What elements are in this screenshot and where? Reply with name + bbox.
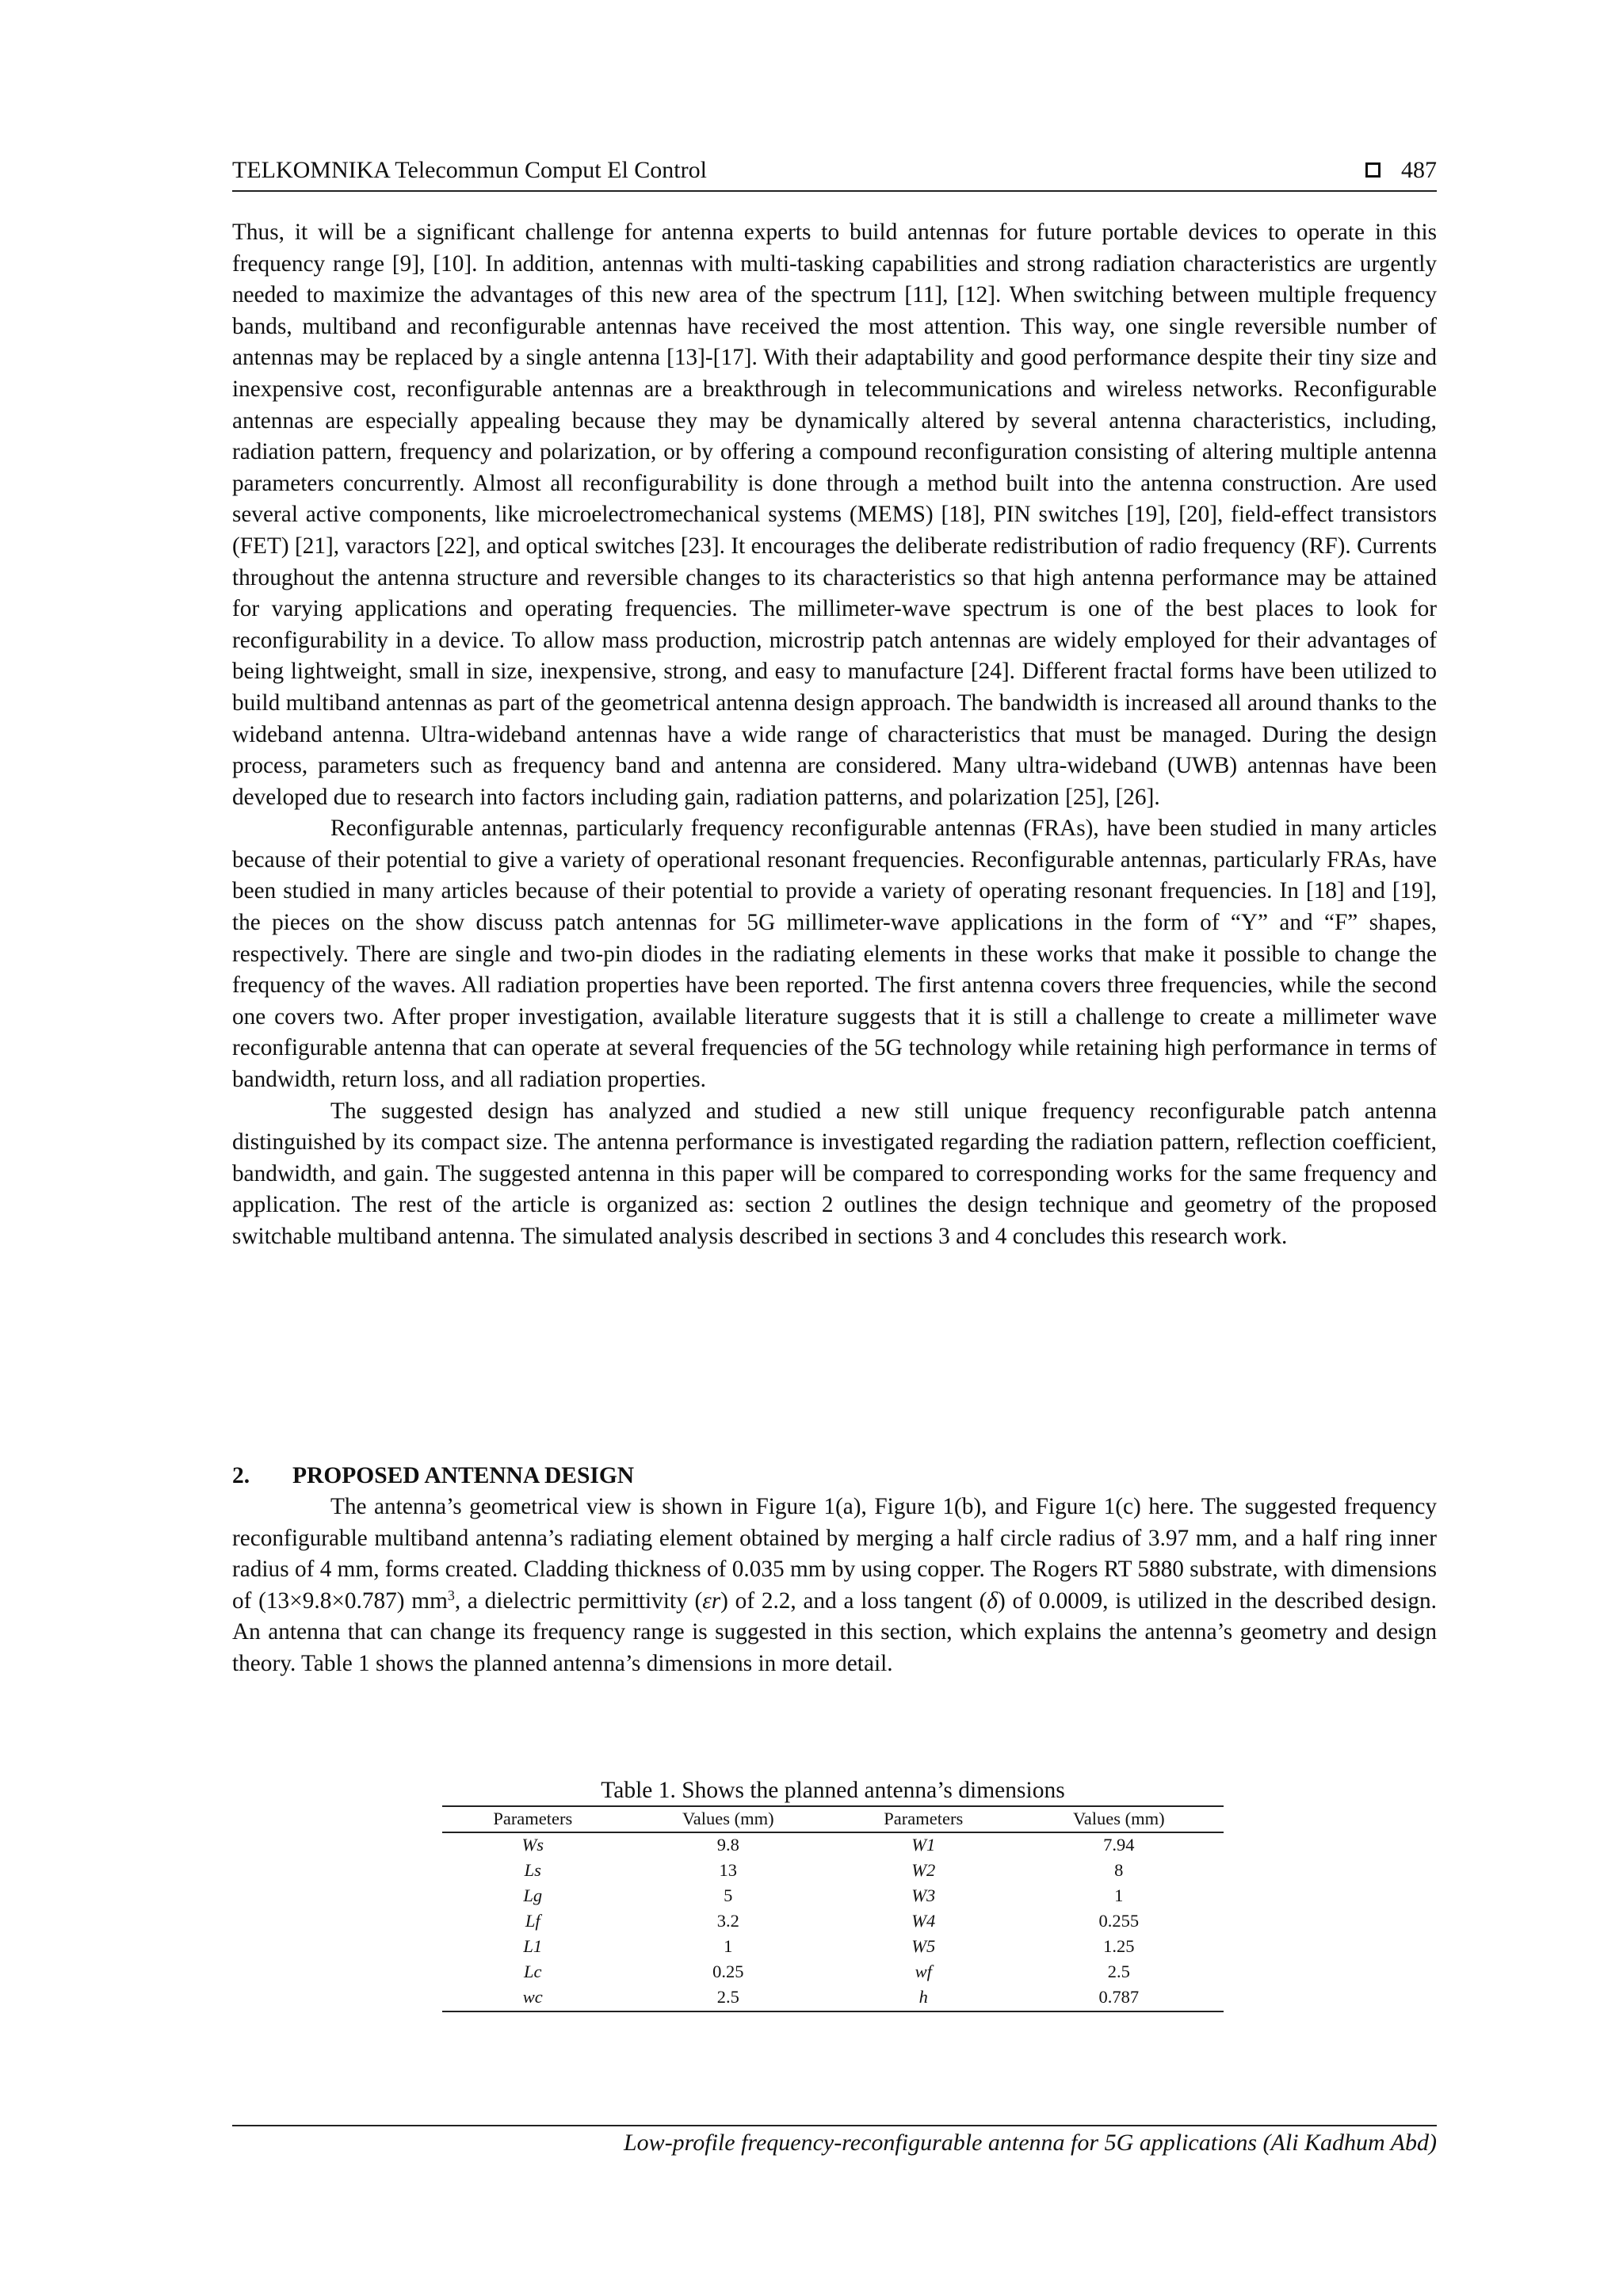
section-text (232, 1492, 1437, 1680)
checkbox-square-icon (1365, 162, 1381, 178)
section-text-b: , a dielectric permittivity ( (454, 1587, 703, 1614)
table-row (442, 1859, 1224, 1884)
parameter-cell: Lc (524, 1962, 542, 1982)
table-1 (442, 1777, 1224, 2012)
parameter-cell: W1 (911, 1835, 936, 1855)
value-cell: 1 (1114, 1885, 1124, 1906)
value-cell: 2.5 (1107, 1962, 1130, 1982)
table-row (442, 1832, 1224, 1859)
parameter-cell: h (833, 1985, 1014, 2011)
column-header: Parameters (442, 1806, 624, 1832)
paragraph-3: The suggested design has analyzed and studied a new still unique frequency reconfigurable patch antenna distinguished by its compact size. The antenna performance is investigated regarding the radiation pattern, reflection coefficient, bandwidth, and gain. The suggested antenna in this paper will be compared to corresponding works for the same frequency and application. The rest of the article is organized as: section 2 outlines the design technique and geometry of the proposed switchable multiband antenna. The simulated analysis described in sections 3 and 4 concludes this research work. (232, 1098, 1437, 1249)
table-caption: Table 1. Shows the planned antenna’s dimensions (601, 1778, 1065, 1803)
section-number: 2. (232, 1463, 250, 1488)
table-row (442, 1960, 1224, 1985)
cubed-superscript: 3 (447, 1587, 455, 1603)
parameter-cell: Lf (525, 1911, 540, 1931)
value-cell: 0.787 (1014, 1985, 1224, 2011)
table-row (442, 1909, 1224, 1935)
value-cell: 9.8 (716, 1835, 739, 1855)
parameter-cell: Ws (521, 1835, 544, 1855)
parameter-cell: L1 (523, 1936, 543, 1957)
column-header: Values (mm) (1014, 1806, 1224, 1832)
section-paragraph (232, 1492, 1437, 1680)
intro-text (232, 217, 1437, 1253)
table-header-row (442, 1806, 1224, 1832)
table-row (442, 1935, 1224, 1960)
column-header: Values (mm) (624, 1806, 833, 1832)
section-heading (232, 1460, 634, 1492)
value-cell: 2.5 (624, 1985, 833, 2011)
table-row (442, 1884, 1224, 1909)
table-row (442, 1985, 1224, 2011)
permittivity-symbol: εr (702, 1587, 721, 1614)
section-title: PROPOSED ANTENNA DESIGN (292, 1463, 635, 1488)
value-cell: 0.255 (1098, 1911, 1140, 1931)
value-cell: 7.94 (1103, 1835, 1135, 1855)
dimensions-table (442, 1805, 1224, 2012)
footer-divider (232, 2125, 1437, 2126)
paragraph-1: Thus, it will be a significant challenge for antenna experts to build antennas for future portable devices to operate in this frequency range [9], [10]. In addition, antennas with multi-tasking capabilities and strong radiation characteristics are urgently needed to maximize the advantages of this new area of the spectrum [11], [12]. When switching between multiple frequency bands, multiband and reconfigurable antennas have received the most attention. This way, one single reversible number of antennas may be replaced by a single antenna [13]-[17]. With their adaptability and good performance despite their tiny size and inexpensive cost, reconfigurable antennas are a breakthrough in telecommunications and wireless networks. Reconfigurable antennas are especially appealing because they may be dynamically altered by several antenna characteristics, including, radiation pattern, frequency and polarization, or by offering a compound reconfiguration consisting of altering multiple antenna parameters concurrently. Almost all reconfigurability is done through a method built into the antenna construction. Are used several active components, like microelectromechanical systems (MEMS) [18], PIN switches [19], [20], field-effect transistors (FET) [21], varactors [22], and optical switches [23]. It encourages the deliberate redistribution of radio frequency (RF). Currents throughout the antenna structure and reversible changes to its characteristics so that high antenna performance may be attained for varying applications and operating frequencies. The millimeter-wave spectrum is one of the best places to look for reconfigurability in a device. To allow mass production, microstrip patch antennas are widely employed for their advantages of being lightweight, small in size, inexpensive, strong, and easy to manufacture [24]. Different fractal forms have been utilized to build multiband antennas as part of the geometrical antenna design approach. The bandwidth is increased all around thanks to the wideband antenna. Ultra-wideband antennas have a wide range of characteristics that must be managed. During the design process, parameters such as frequency band and antenna are considered. Many ultra-wideband (UWB) antennas have been developed due to research into factors including gain, radiation patterns, and polarization [25], [26]. (232, 220, 1437, 810)
value-cell: 8 (1114, 1860, 1124, 1881)
parameter-cell: W4 (911, 1911, 936, 1931)
value-cell: 1.25 (1103, 1936, 1135, 1957)
paper-page (232, 0, 1437, 2296)
parameter-cell: Ls (524, 1860, 541, 1881)
value-cell: 13 (719, 1860, 738, 1881)
page-header (232, 155, 1437, 192)
value-cell: 5 (724, 1885, 733, 1906)
page-footer: Low-profile frequency-reconfigurable antenna for 5G applications (Ali Kadhum Abd) (624, 2130, 1437, 2156)
paragraph-2: Reconfigurable antennas, particularly frequency reconfigurable antennas (FRAs), have been studied in many articles because of their potential to give a variety of operational resonant frequencies. Reconfigurable antennas, particularly FRAs, have been studied in many articles because of their potential to provide a variety of operating resonant frequencies. In [18] and [19], the pieces on the show discuss patch antennas for 5G millimeter-wave applications in the form of “Y” and “F” shapes, respectively. There are single and two-pin diodes in the radiating elements in these works that make it possible to change the frequency of the waves. All radiation properties have been reported. The first antenna covers three frequencies, while the second one covers two. After proper investigation, available literature suggests that it is still a challenge to create a millimeter wave reconfigurable antenna that can operate at several frequencies of the 5G technology while retaining high performance in terms of bandwidth, return loss, and all radiation properties. (232, 816, 1437, 1093)
section-text-d: ) of 0.0009, is utilized in the described design. An antenna that can change its frequency range is suggested in this section, which explains the antenna’s geometry and design theory. Table 1 shows the planned antenna’s dimensions in more detail. (232, 1587, 1437, 1676)
parameter-cell: wc (442, 1985, 624, 2011)
loss-tangent-symbol: δ (987, 1587, 998, 1614)
journal-name: TELKOMNIKA Telecommun Comput El Control (232, 157, 707, 183)
section-text-a: The antenna’s geometrical view is shown in Figure 1(a), Figure 1(b), and Figure 1(c) here. The suggested frequency reconfigurable multiband antenna’s radiating element obtained by merging a half circle radius of 3.97 mm, and a half ring inner radius of 4 mm, forms created. Cladding thickness of 0.035 mm by using copper. The Rogers RT 5880 substrate, with dimensions of (13×9.8×0.787) mm (232, 1494, 1437, 1614)
parameter-cell: W5 (911, 1936, 936, 1957)
parameter-cell: W2 (911, 1860, 936, 1881)
value-cell: 0.25 (712, 1962, 744, 1982)
column-header: Parameters (833, 1806, 1014, 1832)
parameter-cell: W3 (911, 1885, 936, 1906)
section-text-c: ) of 2.2, and a loss tangent ( (720, 1587, 987, 1614)
parameter-cell: Lg (523, 1885, 543, 1906)
value-cell: 3.2 (716, 1911, 739, 1931)
value-cell: 1 (724, 1936, 733, 1957)
page-number: 487 (1401, 157, 1437, 183)
parameter-cell: wf (915, 1962, 932, 1982)
